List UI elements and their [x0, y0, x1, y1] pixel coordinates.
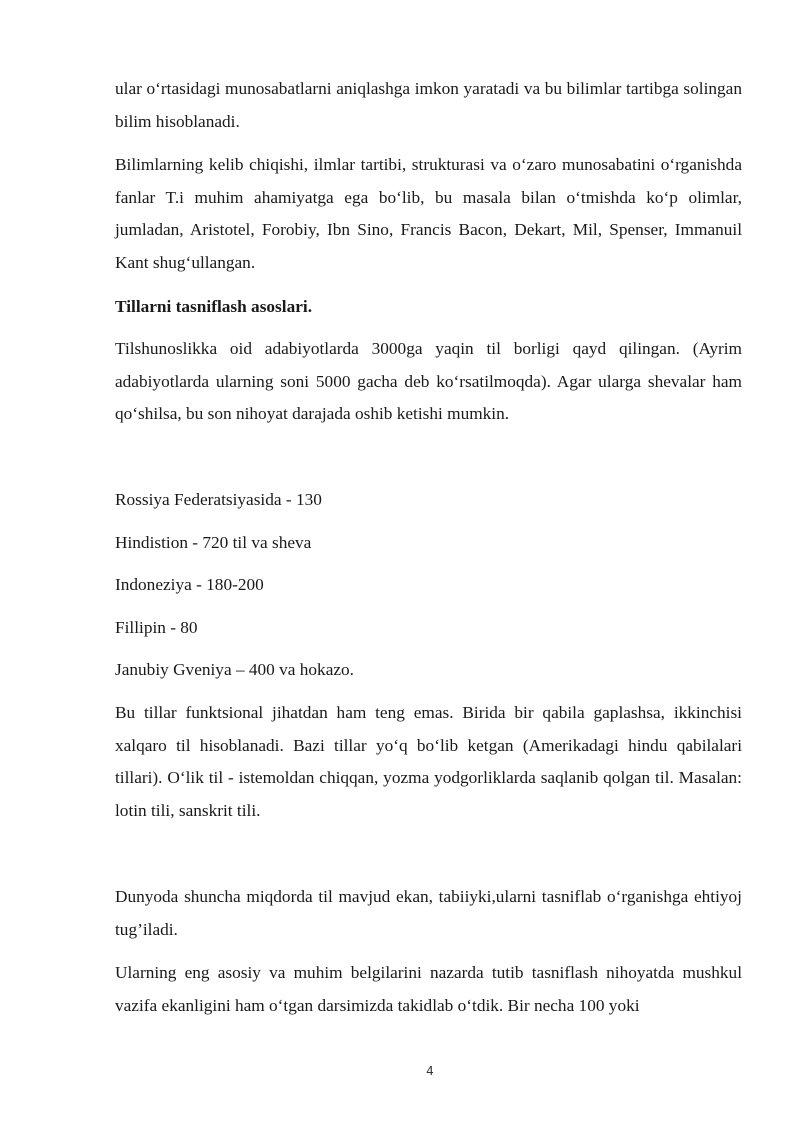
- list-item: Rossiya Federatsiyasida - 130: [115, 489, 322, 509]
- paragraph-language-count: Tilshunoslikka oid adabiyotlarda 3000ga yaqin til borligi qayd qilingan. (Ayrim adabiyotlarda ularning soni 5000 gacha deb ko‘rsatilmoqda). Agar ularga shevalar ham qo‘shilsa, bu son nihoyat darajada oshib ketishi mumkin.: [115, 339, 742, 424]
- paragraph-ordered-knowledge: ular o‘rtasidagi munosabatlarni aniqlashga imkon yaratadi va bu bilimlar tartibga solingan bilim hisoblanadi.: [115, 79, 742, 131]
- paragraph-classification-difficulty: Ularning eng asosiy va muhim belgilarini nazarda tutib tasniflash nihoyatda mushkul vazifa ekanligini ham o‘tgan darsimizda takidlab o‘tdik. Bir necha 100 yoki: [115, 963, 742, 1016]
- paragraph-need-for-classification: Dunyoda shuncha miqdorda til mavjud ekan, tabiiyki,ularni tasniflab o‘rganishga ehtiyoj tug’iladi.: [115, 887, 742, 939]
- list-item: Fillipin - 80: [115, 617, 198, 637]
- country-language-list: [115, 484, 742, 687]
- page-content: [115, 73, 742, 1034]
- paragraph-history-of-classification: Bilimlarning kelib chiqishi, ilmlar tartibi, strukturasi va o‘zaro munosabatini o‘rganishda fanlar T.i muhim ahamiyatga ega bo‘lib, bu masala bilan o‘tmishda ko‘p olimlar, jumladan, Aristotel, Forobiy, Ibn Sino, Francis Bacon, Dekart, Mil, Spenser, Immanuil Kant shug‘ullangan.: [115, 155, 742, 272]
- list-item: Janubiy Gveniya – 400 va hokazo.: [115, 660, 355, 680]
- list-item: Indoneziya - 180-200: [115, 575, 264, 595]
- blank-line: [115, 838, 742, 881]
- paragraph-functional-inequality: Bu tillar funktsional jihatdan ham teng emas. Birida bir qabila gaplashsa, ikkinchisi xalqaro til hisoblanadi. Bazi tillar yo‘q bo‘lib ketgan (Amerikadagi hindu qabilalari tillari). O‘lik til - istemoldan chiqqan, yozma yodgorliklarda saqlanib qolgan til. Masalan: lotin tili, sanskrit tili.: [115, 702, 742, 820]
- blank-line: [115, 442, 742, 484]
- section-heading: Tillarni tasniflash asoslari.: [115, 296, 313, 316]
- list-item: Hindistion - 720 til va sheva: [115, 532, 312, 552]
- page-number: 4: [426, 1064, 434, 1078]
